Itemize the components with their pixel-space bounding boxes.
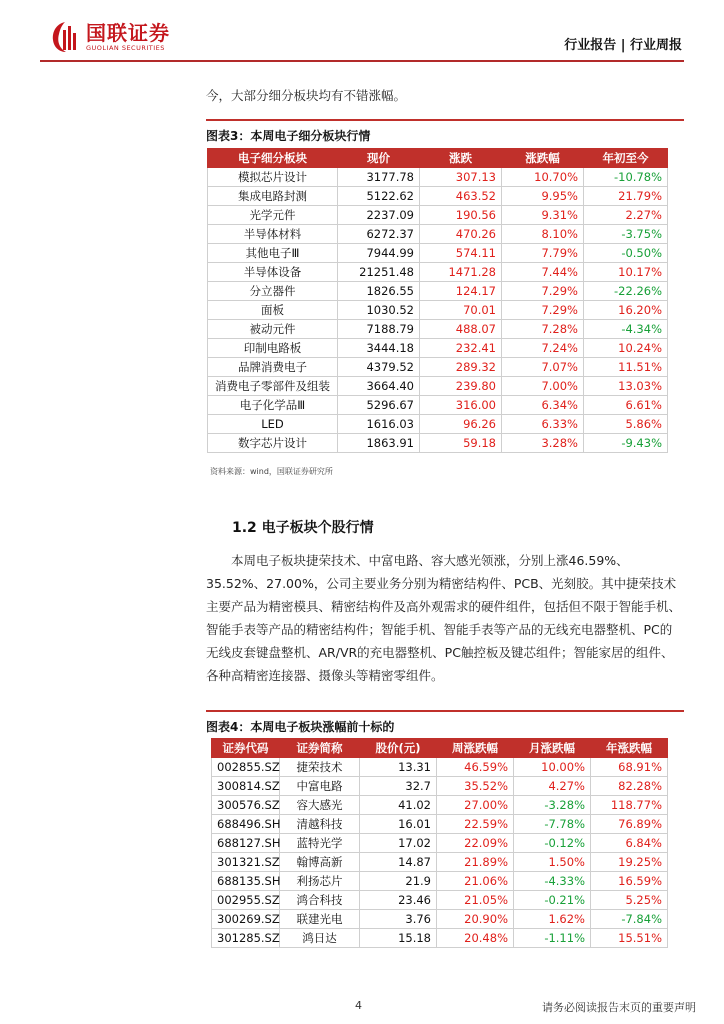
table-cell: 23.46 (360, 891, 437, 910)
table-row (208, 301, 668, 320)
top-gainers-table (211, 738, 668, 948)
table-cell: 301321.SZ (212, 853, 280, 872)
table-row (212, 891, 668, 910)
table-cell: 7.00% (502, 377, 584, 396)
guolian-logo-icon (50, 20, 80, 54)
table-cell: 3177.78 (338, 168, 420, 187)
column-header: 月涨跌幅 (514, 739, 591, 758)
table-cell: 1471.28 (420, 263, 502, 282)
table-cell: 301285.SZ (212, 929, 280, 948)
table-cell: 9.95% (502, 187, 584, 206)
table-cell: 21.06% (437, 872, 514, 891)
logo-english-name: GUOLIAN SECURITIES (86, 44, 165, 52)
logo-chinese-name: 国联证券 (86, 21, 170, 45)
table-cell: 14.87 (360, 853, 437, 872)
table-cell: 11.51% (584, 358, 668, 377)
figure4-title: 图表4：本周电子板块涨幅前十标的 (206, 710, 684, 735)
table-cell: 3664.40 (338, 377, 420, 396)
table-cell: 5122.62 (338, 187, 420, 206)
table-cell: 10.00% (514, 758, 591, 777)
intro-paragraph: 今，大部分细分板块均有不错涨幅。 (206, 88, 407, 103)
table-row (208, 358, 668, 377)
table-cell: 5296.67 (338, 396, 420, 415)
sector-performance-table (207, 148, 668, 453)
table-cell: 2.27% (584, 206, 668, 225)
column-header: 电子细分板块 (208, 149, 338, 168)
table-cell: 2237.09 (338, 206, 420, 225)
table-row (212, 929, 668, 948)
table-cell: 470.26 (420, 225, 502, 244)
table-cell: 82.28% (591, 777, 668, 796)
table-cell: 1863.91 (338, 434, 420, 453)
table-cell: 10.70% (502, 168, 584, 187)
table-cell: 32.7 (360, 777, 437, 796)
table-row (208, 320, 668, 339)
table-cell: 7.29% (502, 282, 584, 301)
table-row (212, 815, 668, 834)
column-header: 证券简称 (280, 739, 360, 758)
figure3-title: 图表3：本周电子细分板块行情 (206, 119, 684, 144)
table-cell: 21.05% (437, 891, 514, 910)
column-header: 周涨跌幅 (437, 739, 514, 758)
table-cell: 22.09% (437, 834, 514, 853)
table-cell: 1.62% (514, 910, 591, 929)
page-number: 4 (355, 999, 362, 1012)
table-cell: 13.03% (584, 377, 668, 396)
table-cell: 7.44% (502, 263, 584, 282)
table-cell: 13.31 (360, 758, 437, 777)
table-cell: 21.79% (584, 187, 668, 206)
table-cell: 6.61% (584, 396, 668, 415)
table-row (208, 396, 668, 415)
table-cell: 7944.99 (338, 244, 420, 263)
table-cell: 15.51% (591, 929, 668, 948)
table-cell: LED (208, 415, 338, 434)
table-cell: 分立器件 (208, 282, 338, 301)
table-cell: 6.33% (502, 415, 584, 434)
table-cell: 数字芯片设计 (208, 434, 338, 453)
table-cell: 35.52% (437, 777, 514, 796)
table-cell: 翰博高新 (280, 853, 360, 872)
table-cell: 7.29% (502, 301, 584, 320)
table-row (212, 853, 668, 872)
table-cell: 容大感光 (280, 796, 360, 815)
table-cell: 光学元件 (208, 206, 338, 225)
table-cell: 10.17% (584, 263, 668, 282)
section-title: 1.2 电子板块个股行情 (232, 520, 374, 536)
table-cell: 7.79% (502, 244, 584, 263)
table-row (208, 434, 668, 453)
table-cell: 20.90% (437, 910, 514, 929)
table-cell: -0.21% (514, 891, 591, 910)
table-cell: 5.86% (584, 415, 668, 434)
column-header: 证券代码 (212, 739, 280, 758)
column-header: 涨跌幅 (502, 149, 584, 168)
table-cell: 其他电子Ⅲ (208, 244, 338, 263)
table-row (212, 872, 668, 891)
table-cell: 688127.SH (212, 834, 280, 853)
table-cell: 4.27% (514, 777, 591, 796)
table-cell: -22.26% (584, 282, 668, 301)
table-cell: 6.34% (502, 396, 584, 415)
table-cell: 7.07% (502, 358, 584, 377)
table-cell: 27.00% (437, 796, 514, 815)
table-cell: 300814.SZ (212, 777, 280, 796)
table-cell: 10.24% (584, 339, 668, 358)
table-cell: 41.02 (360, 796, 437, 815)
table-cell: -7.84% (591, 910, 668, 929)
table-cell: 3.28% (502, 434, 584, 453)
table-row (212, 777, 668, 796)
table-cell: 鸿合科技 (280, 891, 360, 910)
table-cell: 289.32 (420, 358, 502, 377)
table-cell: 5.25% (591, 891, 668, 910)
table-cell: 利扬芯片 (280, 872, 360, 891)
table-cell: 118.77% (591, 796, 668, 815)
table-cell: 19.25% (591, 853, 668, 872)
table-header-row (212, 739, 668, 758)
table-cell: 16.20% (584, 301, 668, 320)
table-cell: 6272.37 (338, 225, 420, 244)
table-cell: 1030.52 (338, 301, 420, 320)
table-cell: 1616.03 (338, 415, 420, 434)
table-cell: 16.59% (591, 872, 668, 891)
table-cell: 电子化学品Ⅲ (208, 396, 338, 415)
table-cell: 70.01 (420, 301, 502, 320)
table-cell: 8.10% (502, 225, 584, 244)
table-cell: 68.91% (591, 758, 668, 777)
figure3-source: 资料来源：wind，国联证券研究所 (210, 467, 333, 476)
table-row (208, 187, 668, 206)
table-cell: 面板 (208, 301, 338, 320)
table-cell: 124.17 (420, 282, 502, 301)
table-cell: 7.24% (502, 339, 584, 358)
table-cell: 96.26 (420, 415, 502, 434)
table-cell: -4.33% (514, 872, 591, 891)
table-cell: -7.78% (514, 815, 591, 834)
table-row (208, 377, 668, 396)
table-cell: 688135.SH (212, 872, 280, 891)
table-row (208, 339, 668, 358)
column-header: 涨跌 (420, 149, 502, 168)
report-type-label: 行业报告 | 行业周报 (564, 38, 682, 53)
table-row (212, 796, 668, 815)
table-cell: 574.11 (420, 244, 502, 263)
table-cell: 半导体设备 (208, 263, 338, 282)
table-cell: 20.48% (437, 929, 514, 948)
table-cell: 7.28% (502, 320, 584, 339)
table-cell: 46.59% (437, 758, 514, 777)
table-cell: 59.18 (420, 434, 502, 453)
table-cell: 9.31% (502, 206, 584, 225)
table-cell: -0.12% (514, 834, 591, 853)
table-cell: 239.80 (420, 377, 502, 396)
table-cell: -3.28% (514, 796, 591, 815)
table-row (208, 225, 668, 244)
table-cell: 3.76 (360, 910, 437, 929)
table-cell: 688496.SH (212, 815, 280, 834)
disclaimer-text: 请务必阅读报告末页的重要声明 (542, 1001, 696, 1014)
table-cell: -3.75% (584, 225, 668, 244)
table-cell: 300576.SZ (212, 796, 280, 815)
table-cell: 488.07 (420, 320, 502, 339)
table-cell: -9.43% (584, 434, 668, 453)
table-cell: 21251.48 (338, 263, 420, 282)
table-row (208, 168, 668, 187)
table-cell: 7188.79 (338, 320, 420, 339)
table-cell: 6.84% (591, 834, 668, 853)
table-cell: 4379.52 (338, 358, 420, 377)
table-cell: 联建光电 (280, 910, 360, 929)
table-cell: 002955.SZ (212, 891, 280, 910)
column-header: 股价(元) (360, 739, 437, 758)
table-cell: 15.18 (360, 929, 437, 948)
table-row (212, 834, 668, 853)
table-cell: 半导体材料 (208, 225, 338, 244)
table-cell: 模拟芯片设计 (208, 168, 338, 187)
table-cell: 3444.18 (338, 339, 420, 358)
table-cell: 鸿日达 (280, 929, 360, 948)
table-cell: 21.9 (360, 872, 437, 891)
table-cell: 190.56 (420, 206, 502, 225)
table-header-row (208, 149, 668, 168)
table-cell: 300269.SZ (212, 910, 280, 929)
table-cell: 捷荣技术 (280, 758, 360, 777)
table-cell: -4.34% (584, 320, 668, 339)
section-paragraph: 本周电子板块捷荣技术、中富电路、容大感光领涨，分别上涨46.59%、35.52%、27.00%，公司主要业务分别为精密结构件、PCB、光刻胶。其中捷荣技术主要产品为精密模具、精密结构件及高外观需求的硬件组件，包括但不限于智能手机、智能手表等产品的精密结构件；智能手机、智能手表等产品的无线充电器整机、PC的无线皮套键盘整机、AR/VR的充电器整机、PC触控板及键芯组件；智能家居的组件、各种高精密连接器、摄像头等精密零组件。 (206, 553, 682, 683)
table-cell: 307.13 (420, 168, 502, 187)
table-row (212, 910, 668, 929)
table-cell: 002855.SZ (212, 758, 280, 777)
table-cell: 印制电路板 (208, 339, 338, 358)
column-header: 年涨跌幅 (591, 739, 668, 758)
page-header (0, 0, 724, 62)
table-row (208, 415, 668, 434)
table-row (208, 206, 668, 225)
table-cell: 中富电路 (280, 777, 360, 796)
company-logo (50, 20, 170, 54)
table-cell: 316.00 (420, 396, 502, 415)
table-cell: 品牌消费电子 (208, 358, 338, 377)
table-cell: 集成电路封测 (208, 187, 338, 206)
table-cell: 1.50% (514, 853, 591, 872)
column-header: 年初至今 (584, 149, 668, 168)
table-cell: -1.11% (514, 929, 591, 948)
table-cell: -10.78% (584, 168, 668, 187)
table-cell: 232.41 (420, 339, 502, 358)
table-cell: 17.02 (360, 834, 437, 853)
table-row (208, 282, 668, 301)
table-cell: 76.89% (591, 815, 668, 834)
table-cell: 1826.55 (338, 282, 420, 301)
table-cell: 清越科技 (280, 815, 360, 834)
table-cell: 蓝特光学 (280, 834, 360, 853)
table-row (208, 263, 668, 282)
table-cell: 16.01 (360, 815, 437, 834)
header-divider (40, 60, 684, 62)
table-row (208, 244, 668, 263)
table-cell: 消费电子零部件及组装 (208, 377, 338, 396)
table-cell: 463.52 (420, 187, 502, 206)
column-header: 现价 (338, 149, 420, 168)
table-cell: 21.89% (437, 853, 514, 872)
table-cell: -0.50% (584, 244, 668, 263)
table-cell: 22.59% (437, 815, 514, 834)
table-cell: 被动元件 (208, 320, 338, 339)
table-row (212, 758, 668, 777)
